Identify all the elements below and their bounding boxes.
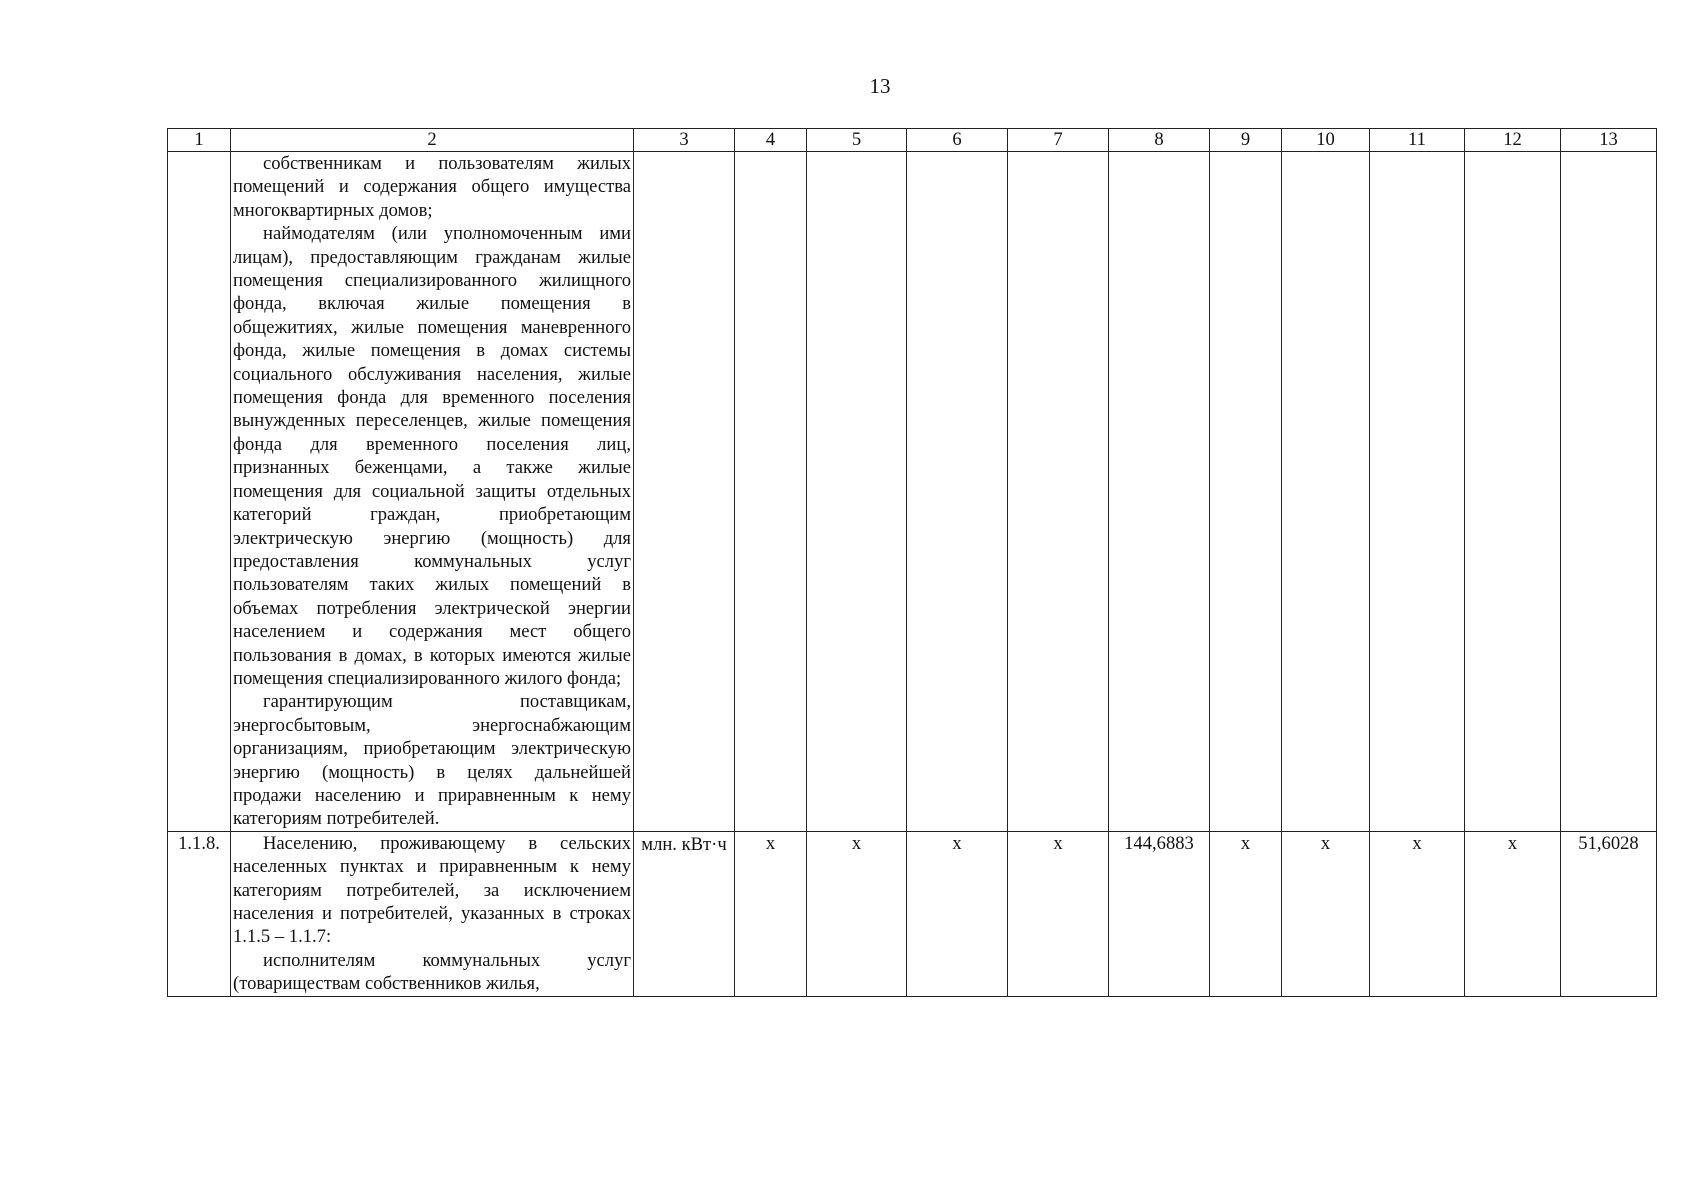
description-cell bbox=[231, 831, 634, 996]
column-number: 2 bbox=[231, 129, 634, 152]
value-cell: х bbox=[1008, 831, 1109, 996]
column-number: 3 bbox=[634, 129, 735, 152]
column-number: 10 bbox=[1282, 129, 1370, 152]
value-cell bbox=[1008, 152, 1109, 832]
value-cell bbox=[735, 152, 807, 832]
description-paragraph: Населению, проживающему в сельских населенных пунктах и приравненным к нему категориям потребителей, за исключением населения и потребителей, указанных в строках 1.1.5 – 1.1.7: bbox=[233, 832, 631, 948]
value-cell bbox=[1282, 152, 1370, 832]
value-cell: 144,6883 bbox=[1109, 831, 1210, 996]
column-number: 5 bbox=[807, 129, 907, 152]
column-number: 12 bbox=[1465, 129, 1561, 152]
column-number: 13 bbox=[1561, 129, 1657, 152]
column-number: 8 bbox=[1109, 129, 1210, 152]
value-cell: х bbox=[1282, 831, 1370, 996]
value-cell: 51,6028 bbox=[1561, 831, 1657, 996]
value-cell bbox=[1109, 152, 1210, 832]
column-number: 9 bbox=[1210, 129, 1282, 152]
page-number: 13 bbox=[869, 74, 891, 98]
column-number: 11 bbox=[1370, 129, 1465, 152]
value-cell bbox=[1465, 152, 1561, 832]
value-cell bbox=[807, 152, 907, 832]
value-cell: х bbox=[1210, 831, 1282, 996]
column-number: 4 bbox=[735, 129, 807, 152]
value-cell: х bbox=[907, 831, 1008, 996]
column-number: 6 bbox=[907, 129, 1008, 152]
table-row-continuation bbox=[168, 152, 1657, 832]
row-number-cell: 1.1.8. bbox=[168, 831, 231, 996]
description-paragraph: гарантирующим поставщикам, энергосбытовым, энергоснабжающим организациям, приобретающим электрическую энергию (мощность) в целях дальнейшей продажи населению и приравненным к нему категориям потребителей. bbox=[233, 691, 631, 830]
description-paragraph: наймодателям (или уполномоченным ими лицам), предоставляющим гражданам жилые помещения специализированного жилищного фонда, включая жилые помещения в общежитиях, жилые помещения маневренного фонда, жилые помещения в домах системы социального обслуживания населения, жилые помещения фонда для временного поселения вынужденных переселенцев, жилые помещения фонда для временного поселения лиц, признанных беженцами, а также жилые помещения для социальной защиты отдельных категорий граждан, приобретающим электрическую энергию (мощность) для предоставления коммунальных услуг пользователям таких жилых помещений в объемах потребления электрической энергии населением и содержания мест общего пользования в домах, в которых имеются жилые помещения специализированного жилого фонда; bbox=[233, 223, 631, 689]
value-cell: х bbox=[1370, 831, 1465, 996]
column-number-row bbox=[168, 129, 1657, 152]
table-row-1-1-8 bbox=[168, 831, 1657, 996]
value-cell: х bbox=[807, 831, 907, 996]
column-number: 1 bbox=[168, 129, 231, 152]
unit-cell: млн. кВт·ч bbox=[634, 831, 735, 996]
value-cell bbox=[1210, 152, 1282, 832]
column-number: 7 bbox=[1008, 129, 1109, 152]
value-cell bbox=[1561, 152, 1657, 832]
value-cell bbox=[1370, 152, 1465, 832]
value-cell: х bbox=[1465, 831, 1561, 996]
description-cell bbox=[231, 152, 634, 832]
value-cell bbox=[907, 152, 1008, 832]
unit-cell bbox=[634, 152, 735, 832]
description-paragraph: собственникам и пользователям жилых помещений и содержания общего имущества многоквартирных домов; bbox=[233, 153, 631, 221]
value-cell: х bbox=[735, 831, 807, 996]
tariff-table bbox=[167, 128, 1657, 997]
description-paragraph: исполнителям коммунальных услуг (товариществам собственников жилья, bbox=[233, 949, 631, 995]
row-number-cell bbox=[168, 152, 231, 832]
